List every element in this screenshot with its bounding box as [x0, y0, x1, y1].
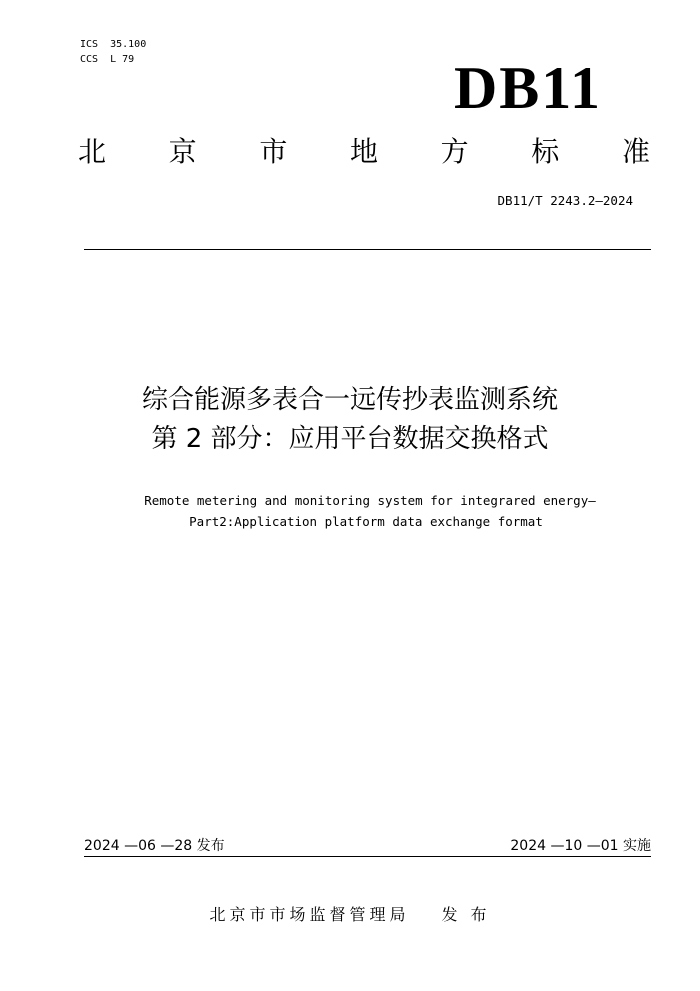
standard-number: DB11/T 2243.2—2024	[497, 193, 633, 208]
title-zh-line-2: 第 2 部分：应用平台数据交换格式	[151, 424, 549, 454]
local-standard-char: 市	[259, 135, 288, 168]
classification-codes	[80, 37, 146, 67]
publish-label: 发 布	[441, 905, 491, 924]
local-standard-char: 地	[349, 135, 378, 168]
local-standard-char: 标	[531, 135, 560, 168]
ics-code: ICS 35.100	[80, 39, 147, 50]
issue-date: 2024 —06 —28 发布	[84, 838, 225, 854]
header-divider	[84, 249, 651, 250]
implementation-date: 2024 —10 —01 实施	[510, 838, 651, 854]
local-standard-heading	[78, 134, 650, 170]
title-zh-line-1: 综合能源多表合一远传抄表监测系统	[141, 385, 558, 415]
local-standard-char: 方	[440, 135, 469, 168]
local-standard-char: 准	[621, 135, 650, 168]
local-standard-char: 北	[78, 135, 107, 168]
publisher-name: 北京市市场监督管理局	[209, 905, 410, 924]
ccs-code: CCS L 79	[80, 54, 135, 65]
footer-divider	[84, 856, 651, 857]
title-en-line-1: Remote metering and monitoring system for integrared energy—	[144, 493, 596, 508]
publisher-line	[0, 904, 700, 926]
standard-brand-mark: DB11	[453, 55, 602, 121]
local-standard-char: 京	[168, 135, 197, 168]
title-en-line-2: Part2:Application platform data exchange format	[189, 514, 543, 529]
